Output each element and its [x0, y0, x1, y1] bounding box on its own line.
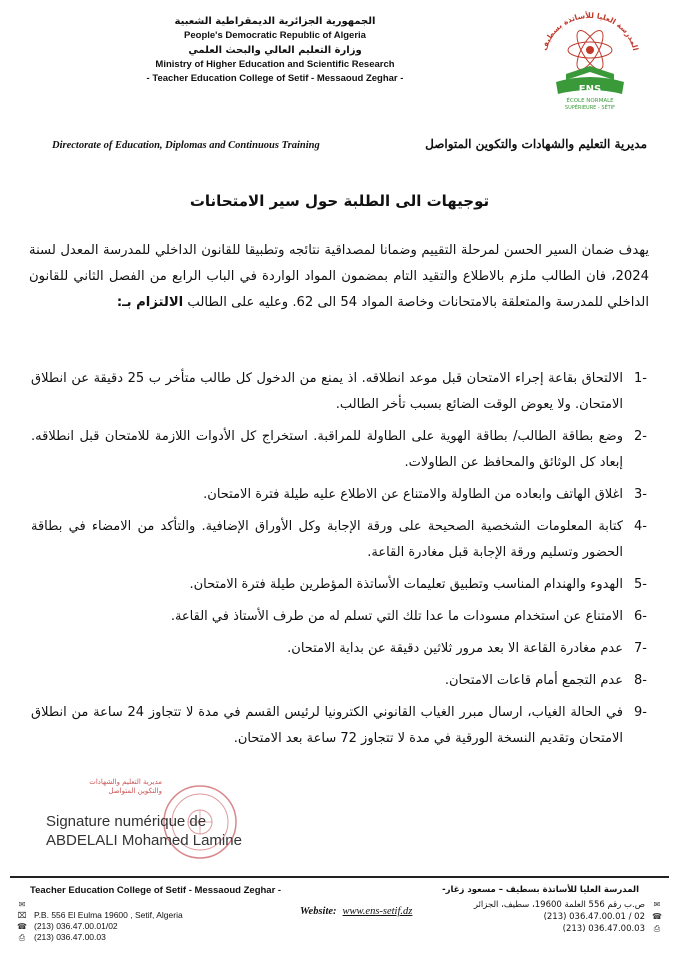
- intro-paragraph: [29, 238, 649, 316]
- rule-number: -4: [634, 519, 647, 534]
- fax-icon: ⎙: [18, 933, 26, 942]
- list-item: [31, 668, 647, 694]
- mail-icon: ✉: [653, 900, 661, 909]
- document-title: توجيهات الى الطلبة حول سير الامتحانات: [189, 192, 490, 210]
- list-item: [31, 424, 647, 476]
- footer-address-arabic: ص.ب رقم 556 العلمة 19600، سطيف، الجزائر: [473, 900, 645, 910]
- directorate-arabic: مديرية التعليم والشهادات والتكوين المتواصل: [425, 137, 647, 151]
- website-label: Website:: [300, 906, 337, 917]
- list-item: [31, 514, 647, 566]
- rules-list: [31, 366, 647, 758]
- rule-number: -6: [634, 609, 647, 624]
- republic-arabic: الجمهورية الجزائرية الديمقراطية الشعبية: [174, 16, 376, 27]
- rule-number: -1: [634, 371, 647, 386]
- footer-fax: (213) 036.47.00.03: [34, 932, 106, 942]
- footer-left-contact: [14, 899, 183, 943]
- list-item: [31, 636, 647, 662]
- rule-text: اغلاق الهاتف وابعاده من الطاولة والامتناع عن الاطلاع عليه طيلة فترة الامتحان.: [203, 487, 623, 502]
- footer-website: [300, 906, 412, 917]
- logo-ens-text: ENS: [578, 84, 602, 95]
- rule-text: الهدوء والهندام المناسب وتطبيق تعليمات الأساتذة المؤطرين طيلة فترة الامتحان.: [189, 577, 623, 592]
- svg-text:المدرسة العليا للأساتذة بسطيف: [540, 11, 640, 52]
- directorate-english: Directorate of Education, Diplomas and Continuous Training: [52, 140, 320, 151]
- logo-arabic-text: المدرسة العليا للأساتذة بسطيف: [539, 10, 641, 52]
- list-item: [31, 700, 647, 752]
- stamp-text: [42, 778, 162, 796]
- ministry-english: Ministry of Higher Education and Scientific Research: [155, 59, 395, 70]
- logo-sub2: SUPÉRIEURE - SÉTIF: [564, 105, 616, 111]
- rule-number: -3: [634, 487, 647, 502]
- logo-sub1: ÉCOLE NORMALE: [566, 98, 614, 104]
- footer-divider: [10, 876, 669, 878]
- rule-number: -5: [634, 577, 647, 592]
- ministry-arabic: وزارة التعليم العالي والبحث العلمي: [188, 45, 362, 56]
- rule-text: الالتحاق بقاعة إجراء الامتحان قبل موعد انطلاقه. اذ يمنع من الدخول كل طالب متأخر ب 25 دقيقة عن انطلاق الامتحان. ولا يعوض الوقت الضائع بسبب تأخر الطالب.: [31, 371, 623, 412]
- phone-icon: ☎: [652, 912, 662, 921]
- website-link[interactable]: www.ens-setif.dz: [342, 906, 413, 917]
- rule-number: -2: [634, 429, 647, 444]
- rule-number: -8: [634, 673, 647, 688]
- signature-line1: Signature numérique de: [46, 813, 207, 830]
- intro-text: يهدف ضمان السير الحسن لمرحلة التقييم وضمانا لمصداقية نتائجه وتطبيقا للقانون الداخلي للمدرسة المعدل لسنة 2024، فان الطالب ملزم بالاطلاع والتقيد التام بمضمون المواد الواردة في الباب الرابع من الفصل الثاني للقانون الداخلي للمدرسة والمتعلقة بالامتحانات وخاصة المواد 54 الى 62. وعليه على الطالب: [29, 243, 649, 310]
- footer-phone: (213) 036.47.00.01/02: [34, 921, 118, 931]
- signature-line2: ABDELALI Mohamed Lamine: [46, 832, 242, 849]
- rule-text: كتابة المعلومات الشخصية الصحيحة على ورقة الإجابة وكل الأوراق الإضافية. والتأكد من الامضاء في بطاقة الحضور وتسليم ورقة الإجابة قبل مغادرة القاعة.: [31, 519, 623, 560]
- intro-bold: الالتزام بـ:: [116, 295, 184, 310]
- footer-right-contact: [474, 899, 665, 935]
- mail-icon: ✉: [18, 900, 26, 909]
- footer-college-arabic: المدرسة العليا للأساتذة بسطيف – مسعود زغار-: [442, 885, 639, 895]
- rule-text: وضع بطاقة الطالب/ بطاقة الهوية على الطاولة للمراقبة. استخراج كل الأدوات اللازمة للامتحان قبل انطلاقه. إبعاد كل الوثائق والمحافظ عن الطاولات.: [31, 429, 623, 470]
- rule-text: في الحالة الغياب، ارسال مبرر الغياب القانوني الكترونيا لرئيس القسم في مدة لا تتجاوز 24 ساعة من انطلاق الامتحان وتقديم النسخة الورقية في مدة لا تتجاوز 72 ساعة بعد الامتحان.: [31, 705, 623, 746]
- rule-text: الامتناع عن استخدام مسودات ما عدا تلك التي تسلم له من طرف الأستاذ في القاعة.: [170, 609, 623, 624]
- list-item: [31, 482, 647, 508]
- college-english: - Teacher Education College of Setif - Messaoud Zeghar -: [146, 73, 404, 84]
- footer-fax-right: (213) 036.47.00.03: [562, 924, 645, 934]
- ens-logo: [532, 10, 648, 114]
- footer-address: P.B. 556 El Eulma 19600 , Setif, Algeria: [34, 910, 183, 920]
- footer-phone-right: (213) 036.47.00.01 / 02: [543, 912, 645, 922]
- list-item: [31, 604, 647, 630]
- stamp-line2: والتكوين المتواصل: [108, 787, 162, 795]
- digital-signature: [46, 812, 242, 850]
- rule-number: -7: [634, 641, 647, 656]
- list-item: [31, 366, 647, 418]
- rule-text: عدم مغادرة القاعة الا بعد مرور ثلاثين دقيقة عن بداية الامتحان.: [287, 641, 623, 656]
- postbox-icon: ⌧: [17, 911, 27, 920]
- rule-number: -9: [634, 705, 647, 720]
- list-item: [31, 572, 647, 598]
- republic-english: People's Democratic Republic of Algeria: [184, 30, 366, 41]
- phone-icon: ☎: [17, 922, 27, 931]
- footer-college-english: Teacher Education College of Setif - Messaoud Zeghar -: [30, 885, 282, 896]
- rule-text: عدم التجمع أمام قاعات الامتحان.: [444, 673, 623, 688]
- fax-icon: ⎙: [653, 924, 661, 933]
- stamp-line1: مديرية التعليم والشهادات: [89, 778, 162, 786]
- letterhead: [110, 14, 440, 86]
